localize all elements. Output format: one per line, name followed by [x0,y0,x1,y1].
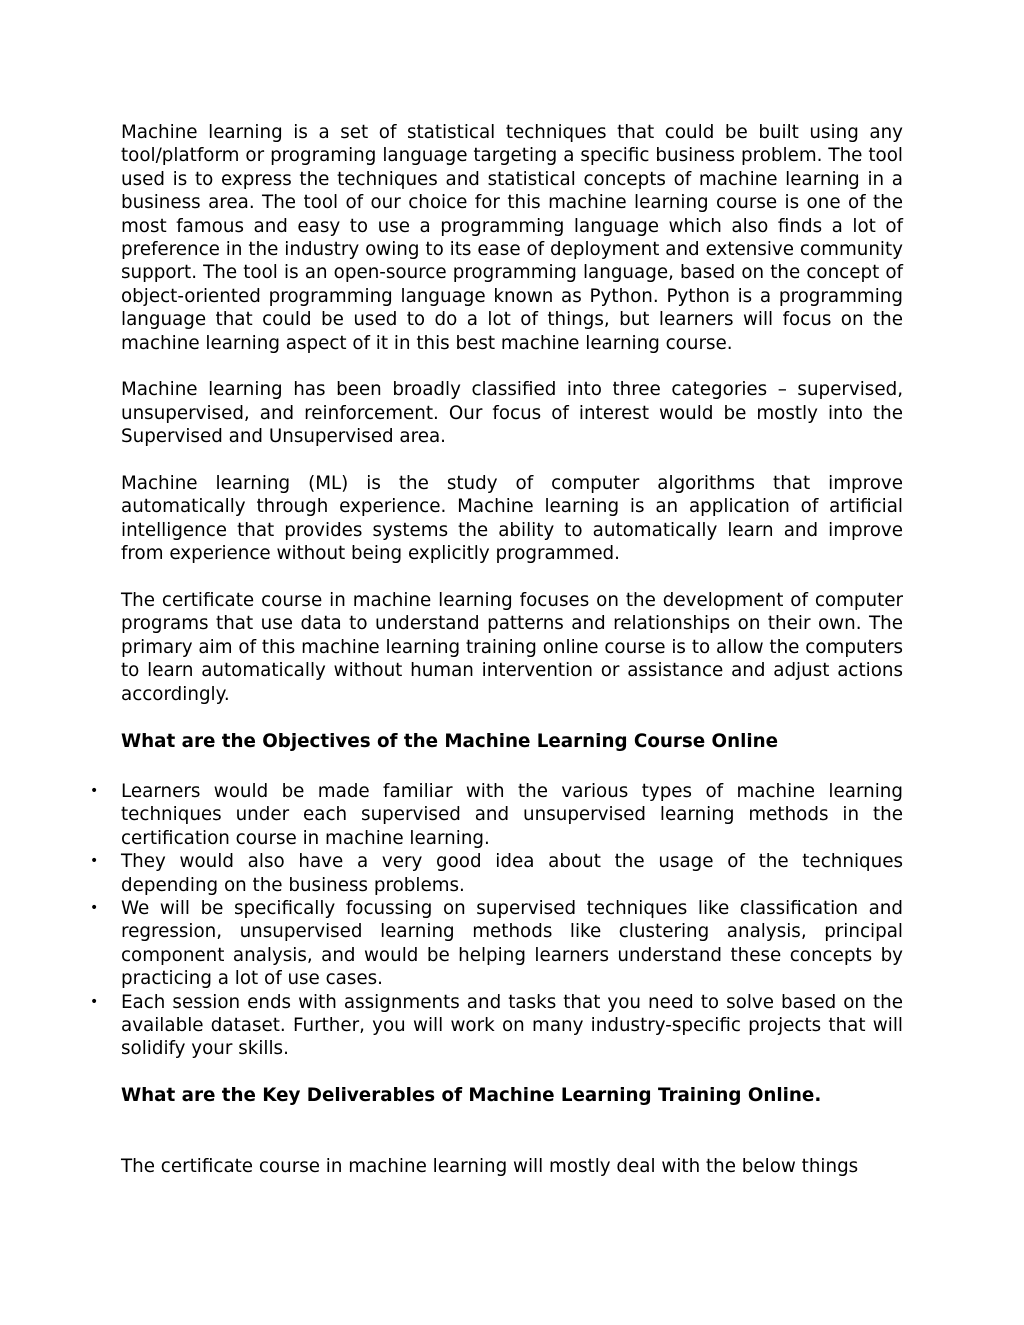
deliverables-intro: The certificate course in machine learning will mostly deal with the below things [121,1155,859,1177]
list-item-text: They would also have a very good idea about the usage of the techniques depending on the business problems. [121,851,903,896]
objectives-list [90,780,903,1061]
list-item [90,897,903,991]
list-item-text: Each session ends with assignments and tasks that you need to solve based on the available dataset. Further, you will work on many industry-specific projects that will solidify your skills. [121,991,903,1060]
bullet-icon: • [90,853,99,870]
paragraph-ml-definition: Machine learning (ML) is the study of computer algorithms that improve automatically through experience. Machine learning is an application of artificial intelligence that provides systems the ability to automatically learn and improve from experience without being explicitly programmed. [121,473,903,565]
deliverables-heading: What are the Key Deliverables of Machine Learning Training Online. [121,1085,822,1107]
document-page [90,121,903,1178]
bullet-icon: • [90,782,99,799]
list-item [90,850,903,897]
list-item-text: We will be specifically focussing on supervised techniques like classification and regression, unsupervised learning methods like clustering analysis, principal component analysis, and would be helping learners understand these concepts by practicing a lot of use cases. [121,897,903,990]
paragraph-certificate-course: The certificate course in machine learning focuses on the development of computer programs that use data to understand patterns and relationships on their own. The primary aim of this machine learning training online course is to allow the computers to learn automatically without human intervention or assistance and adjust actions accordingly. [121,590,903,705]
list-item-text: Learners would be made familiar with the various types of machine learning techniques under each supervised and unsupervised learning methods in the certification course in machine learning. [121,780,903,849]
paragraph-categories: Machine learning has been broadly classified into three categories – supervised, unsupervised, and reinforcement. Our focus of interest would be mostly into the Supervised and Unsupervised area. [121,379,903,448]
bullet-icon: • [90,993,99,1010]
list-item [90,780,903,850]
paragraph-intro: Machine learning is a set of statistical techniques that could be built using any tool/platform or programing language targeting a specific business problem. The tool used is to express the techniques and statistical concepts of machine learning in a business area. The tool of our choice for this machine learning course is one of the most famous and easy to use a programming language which also finds a lot of preference in the industry owing to its ease of deployment and extensive community support. The tool is an open-source programming language, based on the concept of object-oriented programming language known as Python. Python is a programming language that could be used to do a lot of things, but learners will focus on the machine learning aspect of it in this best machine learning course. [121,122,903,354]
objectives-heading: What are the Objectives of the Machine Learning Course Online [121,730,779,752]
list-item [90,991,903,1061]
bullet-icon: • [90,899,99,916]
